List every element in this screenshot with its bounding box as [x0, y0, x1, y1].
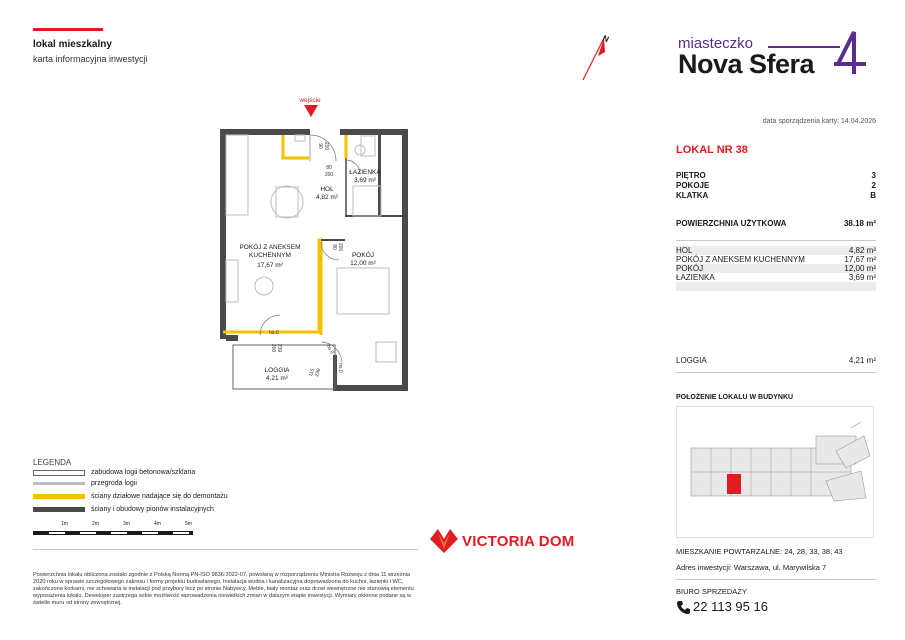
divider — [676, 372, 876, 373]
document-title: lokal mieszkalny — [33, 39, 112, 50]
compass-north-icon — [575, 28, 615, 88]
svg-text:hs.0: hs.0 — [324, 343, 335, 356]
room-pokoj-name: POKÓJ — [351, 252, 375, 259]
divider — [33, 549, 418, 550]
logo-numeral-four — [768, 28, 868, 80]
room-lazienka-name: ŁAZIENKA — [349, 169, 381, 176]
legend-item: ściany działowe nadające się do demontażu — [33, 493, 228, 500]
divider — [676, 579, 876, 580]
info-usable-area: POWIERZCHNIA UŻYTKOWA 38.18 m² — [676, 219, 876, 228]
compass-label: N — [601, 33, 611, 45]
info-staircase: KLATKA B — [676, 191, 876, 200]
room-hol-area: 4,82 m² — [315, 194, 339, 201]
room-pokoj-area: 12,00 m² — [350, 260, 376, 267]
legend-item: przegroda logii — [33, 480, 137, 487]
area-row-salon: POKÓJ Z ANEKSEM KUCHENNYM 17,67 m² — [676, 255, 876, 264]
phone-icon — [676, 600, 690, 614]
area-row-loggia: LOGGIA 4,21 m² — [676, 356, 876, 365]
svg-text:80: 80 — [326, 165, 332, 171]
header-accent-bar — [33, 28, 103, 31]
building-keyplan — [676, 406, 874, 538]
room-hol-name: HOL — [320, 186, 334, 193]
svg-text:200: 200 — [324, 172, 334, 178]
room-salon-area: 17,67 m² — [257, 262, 283, 269]
address: Adres inwestycji: Warszawa, ul. Marywilska 7 — [676, 563, 827, 572]
svg-text:200: 200 — [337, 242, 343, 252]
svg-text:239: 239 — [276, 343, 282, 353]
phone-number[interactable]: 22 113 95 16 — [693, 599, 768, 614]
info-floor: PIĘTRO 3 — [676, 171, 876, 180]
location-title: POŁOŻENIE LOKALU W BUDYNKU — [676, 394, 794, 401]
unit-highlight — [727, 474, 741, 494]
victoria-dom-logo-icon — [430, 529, 458, 553]
legend-title: LEGENDA — [33, 458, 72, 467]
room-salon-name2: KUCHENNYM — [249, 252, 291, 259]
repeat-units: MIESZKANIE POWTARZALNE: 24, 28, 33, 38, 43 — [676, 547, 843, 556]
date-label: data sporządzenia karty: 14.04.2026 — [762, 118, 876, 125]
svg-text:90: 90 — [317, 143, 323, 149]
svg-text:239: 239 — [313, 367, 323, 378]
divider — [676, 240, 876, 241]
svg-text:hs.0: hs.0 — [337, 363, 343, 373]
room-loggia-area: 4,21 m² — [265, 375, 289, 382]
scale-bar: 1m 2m 3m 4m 5m — [33, 521, 198, 537]
area-row-empty — [676, 282, 876, 291]
entrance-label: wejście — [299, 97, 321, 104]
room-salon-name: POKÓJ Z ANEKSEM — [239, 244, 301, 251]
entrance-arrow-icon — [304, 105, 318, 117]
room-loggia-name: LOGGIA — [264, 367, 290, 374]
sales-office-label: BIURO SPRZEDAŻY — [676, 587, 747, 596]
svg-text:115: 115 — [307, 367, 317, 378]
lokal-number: LOKAL NR 38 — [676, 144, 748, 156]
logo-top-text: miasteczko — [678, 35, 754, 52]
svg-text:80: 80 — [331, 244, 337, 250]
svg-text:hs.0: hs.0 — [269, 330, 279, 336]
info-rooms: POKOJE 2 — [676, 181, 876, 190]
legend-item: ściany i obudowy pionów instalacyjnych — [33, 506, 214, 513]
legend-item: zabudowa logii betonowa/szklana — [33, 469, 195, 476]
svg-text:200: 200 — [270, 343, 276, 353]
footnote: Powierzchnia lokalu obliczona zostało zgodnie z Polską Normą PN-ISO 9836:2022-07, powołaną w rozporządzeniu Ministra Rozwoju z dnia 11 września 2020 roku w sprawie szczegółowego zakresu i formy projektu budowlanego. Instalacja wodna i kanalizacyjna doprowadzona do kuchni, łazienki i WC, zakończona korkami, nie schowana w instalacji pod przybory lecz po stronie Nabywcy. Meble, biały montaż oraz drzwi wewnętrzne nie stanowią elementu wyposażenia lokalu. Deweloper zastrzega sobie możliwość wprowadzenia niewielkich zmian w dalszym etapie inwestycji. Wymiary okienne podane są w świetle muru od strony zewnętrznej. — [33, 572, 414, 606]
area-row-pokoj: POKÓJ 12,00 m² — [676, 264, 876, 273]
area-row-hol: HOL 4,82 m² — [676, 246, 876, 255]
floor-plan — [215, 90, 415, 395]
brand-name: VICTORIA DOM — [462, 533, 575, 550]
logo-main-text: Nova Sfera — [678, 49, 815, 79]
room-lazienka-area: 3,69 m² — [353, 177, 377, 184]
document-subtitle: karta informacyjna inwestycji — [33, 54, 148, 64]
svg-text:200: 200 — [323, 141, 329, 151]
area-row-lazienka: ŁAZIENKA 3,69 m² — [676, 273, 876, 282]
